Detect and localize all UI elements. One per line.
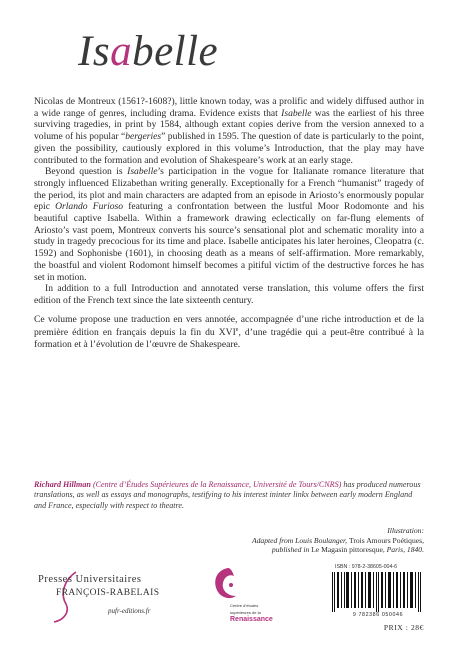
text-run: Adapted from Louis Boulanger, (251, 535, 349, 545)
barcode-number: 9 782386 050046 (352, 612, 404, 618)
publisher-name: Presses Universitaires (38, 574, 142, 585)
epic-title: Orlando Furioso (55, 201, 124, 213)
text-run: , d’une tragédie qui a peut-être contribué à la formation et à l’évolution de l’œuvre de Shakespeare. (34, 327, 424, 351)
illustration-credit (174, 526, 424, 555)
book-title (78, 30, 218, 73)
publisher-logo (38, 570, 198, 624)
text-run: Ce volume propose une traduction en vers annotée, accompagnée d’une riche introduction et de la première édition en français depuis la fin du XVI (34, 313, 424, 339)
author-affiliation: (Centre d’Études Supérieures de la Renaissance, Université de Tours/CNRS) (92, 480, 342, 489)
price: PRIX : 28€ (383, 623, 424, 632)
renaissance-emblem-icon (210, 566, 244, 604)
paragraph-1 (34, 96, 424, 166)
text-run: published in (271, 545, 312, 555)
barcode (330, 572, 426, 612)
author-name: Richard Hillman (34, 480, 91, 489)
text-run: ’s participation in the vogue for Italianate romance literature that strongly influenced Elizabethan writing generally. Exceptionally for a French “humanist” tragedy of the period, its plot and main characters are adapted from an episode in Ariosto’s enormously popular epic (34, 166, 424, 213)
title-accent-letter: a (110, 28, 133, 75)
publisher-subtitle: FRANÇOIS-RABELAIS (56, 588, 160, 598)
paragraph-2 (34, 166, 424, 283)
author-bio-text: has produced numerous translations, as well as essays and monographs, testifying to his interest ininter linkx between early modern England and France, especially with respect to theatre. (34, 480, 421, 510)
credit-line-1 (174, 536, 424, 546)
text-run: Renaissance (230, 616, 273, 623)
text-run: Nicolas de Montreux (1561?-1608?), little known today, was a prolific and widely diffused author in a wide range of genres, including drama. Evidence exists that (34, 96, 424, 119)
publisher-url: pufr-editions.fr (108, 607, 151, 615)
play-title: Isabelle (127, 166, 158, 178)
text-run: , Paris, 1840. (382, 545, 424, 555)
italic-term: bergeries (125, 131, 162, 143)
credit-line-2 (174, 545, 424, 555)
text-run: featuring a confrontation between the lustful Moor Rodomonte and his beautiful captive Isabella. Within a framework drawing eclectically on far-flung elements of Ariosto’s vast poem, Montreux converts his source’s sensational plot and schematic morality into a study in tragedy precocious for its time and place. Isabelle anticipates his later heroines, Cleopatra (c. 1592) and Sophonisbe (1601), in choosing death as a means of self-affirmation. More remarkably, the boastful and violent Rodomont himself becomes a pitiful victim of the destructive forces he has set in motion. (34, 201, 425, 283)
artwork-title: Trois Amours Poétiques, (348, 535, 424, 545)
isbn: ISBN : 978-2-38605-004-6 (335, 564, 398, 570)
blurb (34, 96, 424, 351)
text-run: ” published in 1595. The question of date is particularly to the point, given the possibility, cautiously explored in this volume’s Introduction, that the play may have contributed to the formation and evolution of Shakespeare’s work at an early stage. (34, 131, 424, 166)
author-bio (34, 480, 424, 511)
renaissance-centre-logo (210, 566, 280, 626)
play-title: Isabelle (281, 107, 312, 119)
superscript: e (235, 327, 239, 334)
french-summary (34, 314, 424, 351)
paragraph-3: In addition to a full Introduction and annotated verse translation, this volume offers the first edition of the French text since the late sixteenth century. (34, 283, 424, 306)
text-run: Centre d’études supérieures de la (230, 603, 261, 615)
renaissance-centre-name (230, 602, 280, 623)
title-part: belle (132, 28, 219, 75)
title-part: Is (78, 28, 111, 75)
magazine-title: Le Magasin pittoresque (311, 545, 383, 555)
illustration-heading: Illustration: (387, 526, 424, 535)
text-run: was the earliest of his three surviving tragedies, in print by 1584, although extant copies derive from the version annexed to a volume of his popular “ (34, 107, 424, 143)
text-run: Beyond question is (45, 166, 128, 178)
